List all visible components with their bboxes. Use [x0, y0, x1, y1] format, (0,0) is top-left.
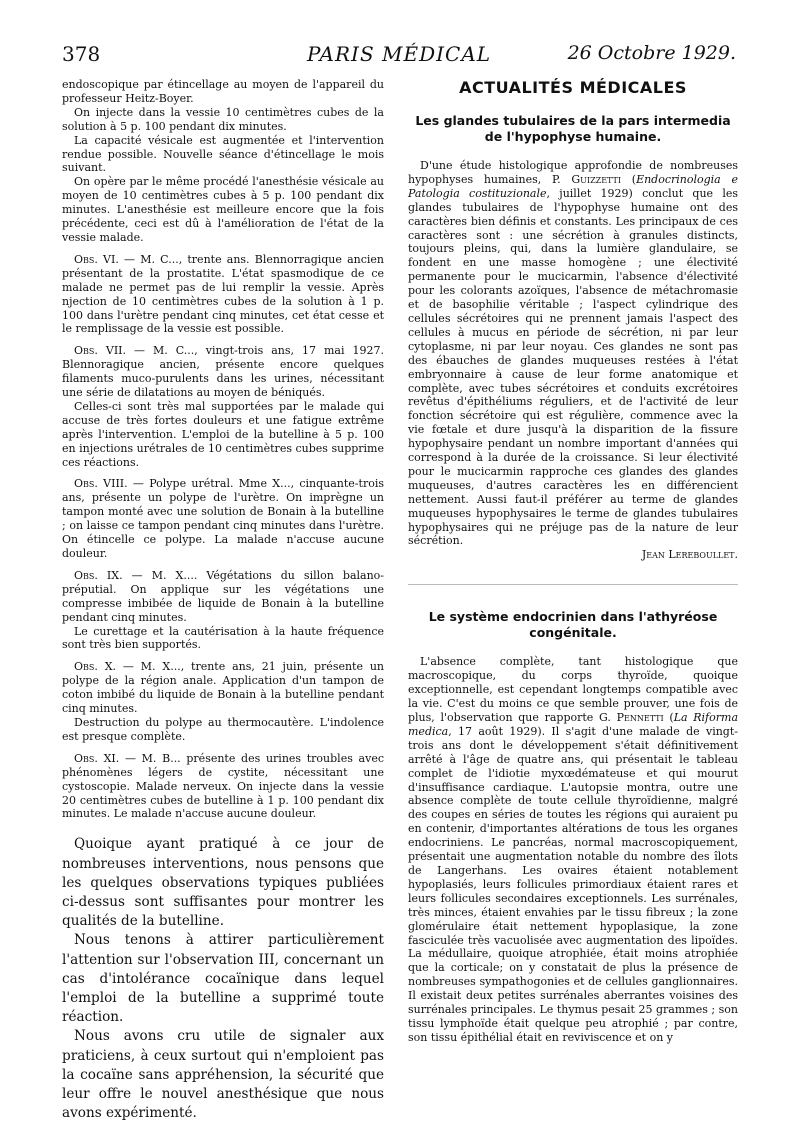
- observation-6: [62, 253, 384, 336]
- paragraph: endoscopique par étincellage au moyen de l'appareil du professeur Heitz-Boyer.: [62, 78, 384, 105]
- paragraph: Destruction du polype au thermocautère. L'indolence est presque complète.: [62, 715, 384, 743]
- article-body: [408, 159, 738, 548]
- text-run: , juillet 1929) conclut que les glandes tubulaires de l'hypophyse humaine ont des caractères bien définis et constants. Les principaux de ces caractères sont : une sécrétion à granules distincts, toujours pleins, qui, dans la lumière glandulaire, se fondent en une masse homogène ; une électivité permanente pour le mucicarmin, l'absence d'électivité pour les colorants azoïques, l'absence de métachromasie et de basophilie véritable ; l'aspect cylindrique des cellules sécrétoires qui ne prennent jamais l'aspect des cellules à mucus en période de sécrétion, ni par leur cytoplasme, ni par leur noyau. Ces glandes ne sont pas des ébauches de glandes muqueuses restées à l'état embryonnaire à cause de leur forme anatomique et complète, avec tubes sécrétoires et conduits excrétoires revêtus d'épithéliums réguliers, et de l'activité de leur fonction sécrétoire qui est régulière, commence avec la vie fœtale et dure jusqu'à la disparition de la fissure hypophysaire pendant un nombre important d'années qui correspond à la durée de la croissance. Si leur électivité pour le mucicarmin rapproche ces glandes des glandes muqueuses, d'autres caractères les en différencient nettement. Aussi faut-il préférer au terme de glandes muqueuses hypophysaires le terme de glandes tubulaires hypophysaires qui ne préjuge pas de la nature de leur sécrétion.: [408, 186, 738, 548]
- paragraph: La capacité vésicale est augmentée et l'intervention rendue possible. Nouvelle séance d'étincellage le mois suivant.: [62, 133, 384, 175]
- observation-label: Obs. VI.: [74, 252, 119, 266]
- text-run: L'absence complète, tant histologique que macroscopique, du corps thyroïde, quoique exceptionnelle, est cependant longtemps compatible avec la vie. C'est du moins ce que semble prouver, une fois de plus, l'observation que rapporte G.: [408, 655, 738, 724]
- right-column: [408, 78, 738, 1045]
- page-header: [62, 42, 736, 70]
- observation-9: [62, 569, 384, 625]
- page-number: 378: [62, 42, 101, 66]
- author-name: Pennetti: [616, 711, 664, 724]
- observation-label: Obs. XI.: [74, 751, 120, 765]
- conclusion-paragraph: Quoique ayant pratiqué à ce jour de nombreuses interventions, nous pensons que les quelques observations typiques publiées ci-dessus sont suffisantes pour montrer les qualités de la butelline.: [62, 836, 384, 930]
- text-run: (: [621, 172, 637, 186]
- journal-name: Endocrinologia e Patologia costituzionale: [408, 172, 738, 200]
- article-title: Le système endocrinien dans l'athyréose congénitale.: [428, 609, 718, 641]
- observation-label: Obs. VIII.: [74, 477, 128, 491]
- text-run: , 17 août 1929). Il s'agit d'une malade de vingt-trois ans dont le développement s'était définitivement arrêté à l'âge de quatre ans, qui présentait le tableau complet de l'idiotie myxœdémateuse et qui mourut d'insuffisance cardiaque. L'autopsie montra, outre une absence complète de toute cellule thyroïdienne, malgré des coupes en séries de toutes les régions qui auraient pu en contenir, d'importantes altérations de tous les organes endocriniens. Le pancréas, normal macroscopiquement, présentait une augmentation notable du nombre des îlots de Langerhans. Les ovaires étaient notablement hypoplasiés, leurs follicules primordiaux étaient rares et leurs follicules secondaires exceptionnels. Les surrénales, très minces, étaient envahies par le tissu fibreux ; la zone glomérulaire était nettement hypoplasique, la zone fasciculée très vacuolisée avec augmentation des lipoïdes. La médullaire, quoique atrophiée, était moins atrophiée que la corticale; on y constatait de plus la présence de nombreuses sympathogonies et de cellules ganglionnaires. Il existait deux petites surrénales aberrantes voisines des surrénales principales. Le thymus pesait 25 grammes ; son tissu lymphoïde était quelque peu atrophié ; par contre, son tissu épithélial était en reviviscence et on y: [408, 724, 738, 1044]
- paragraph: Le curettage et la cautérisation à la haute fréquence sont très bien supportés.: [62, 624, 384, 652]
- issue-date: 26 Octobre 1929.: [567, 42, 736, 64]
- journal-name: La Riforma medica: [408, 711, 739, 738]
- section-heading: ACTUALITÉS MÉDICALES: [459, 78, 687, 97]
- left-column: [62, 78, 384, 1123]
- conclusion-paragraph: Nous avons cru utile de signaler aux praticiens, à ceux surtout qui n'emploient pas la cocaïne sans appréhension, la sécurité que leur offre le nouvel anesthésique que nous avons expérimenté.: [62, 1028, 384, 1122]
- text-run: D'une étude histologique approfondie de nombreuses hypophyses humaines, P.: [408, 159, 738, 186]
- observation-label: Obs. X.: [74, 660, 117, 674]
- article-title: Les glandes tubulaires de la pars intermedia de l'hypophyse humaine.: [415, 113, 731, 144]
- observation-text: — M. C..., trente ans. Blennorragique ancien présentant de la prostatite. L'état spasmodique de ce malade ne permet pas de lui remplir la vessie. Après njection de 10 centimètres cubes de la solution à 1 p. 100 dans l'urètre pendant cinq minutes, cet état cesse et le remplissage de la vessie est possible.: [62, 252, 385, 336]
- paragraph: Celles-ci sont très mal supportées par le malade qui accuse de très fortes douleurs et une fatigue extrême après l'intervention. L'emploi de la butelline à 5 p. 100 en injections urétrales de 10 centimètres cubes supprime ces réactions.: [62, 399, 384, 469]
- conclusion-paragraph: Nous tenons à attirer particulièrement l'attention sur l'observation III, concernant un cas d'intolérance cocaïnique dans lequel l'emploi de la butelline a supprimé toute réaction.: [62, 932, 384, 1026]
- observation-text: — Polype urétral. Mme X..., cinquante-trois ans, présente un polype de l'urètre. On imprègne un tampon monté avec une solution de Bonain à la butelline ; on laisse ce tampon pendant cinq minutes dans l'urètre. On étincelle ce polype. La malade n'accuse aucune douleur.: [62, 477, 384, 560]
- paragraph: On injecte dans la vessie 10 centimètres cubes de la solution à 5 p. 100 pendant dix minutes.: [62, 105, 384, 133]
- observation-11: [62, 752, 384, 822]
- observation-label: Obs. VII.: [74, 344, 127, 358]
- observation-10: [62, 660, 384, 716]
- observation-text: — M. C..., vingt-trois ans, 17 mai 1927. Blennoragique ancien, présente encore quelques filaments muco-purulents dans les urines, nécessitant une série de dilatations au moyen de béniqués.: [62, 344, 384, 400]
- observation-7: [62, 344, 384, 400]
- observation-text: — M. B... présente des urines troubles avec phénomènes légers de cystite, nécessitant une cystoscopie. Malade nerveux. On injecte dans la vessie 20 centimètres cubes de butelline à 1 p. 100 pendant dix minutes. Le malade n'accuse aucune douleur.: [62, 751, 384, 821]
- observation-text: — M. X.... Végétations du sillon balano-préputial. On applique sur les végétations une compresse imbibée de liquide de Bonain à la butelline pendant cinq minutes.: [62, 568, 384, 624]
- conclusion: [62, 835, 384, 1123]
- author-name: Guizzetti: [571, 172, 622, 186]
- journal-title: PARIS MÉDICAL: [306, 42, 492, 66]
- text-run: (: [663, 711, 674, 724]
- observation-text: — M. X..., trente ans, 21 juin, présente un polype de la région anale. Application d'un tampon de coton imbibé du liquide de Bonain à la butelline pendant cinq minutes.: [62, 660, 384, 716]
- observation-8: [62, 477, 384, 560]
- article-body: [408, 655, 738, 1044]
- paragraph: On opère par le même procédé l'anesthésie vésicale au moyen de 10 centimètres cubes à 5 p. 100 pendant dix minutes. L'anesthésie est meilleure encore que la fois précédente, ceci est dû à l'amélioration de l'état de la vessie malade.: [62, 175, 384, 244]
- article-author: Jean Lereboullet.: [641, 548, 738, 562]
- observation-label: Obs. IX.: [74, 568, 123, 582]
